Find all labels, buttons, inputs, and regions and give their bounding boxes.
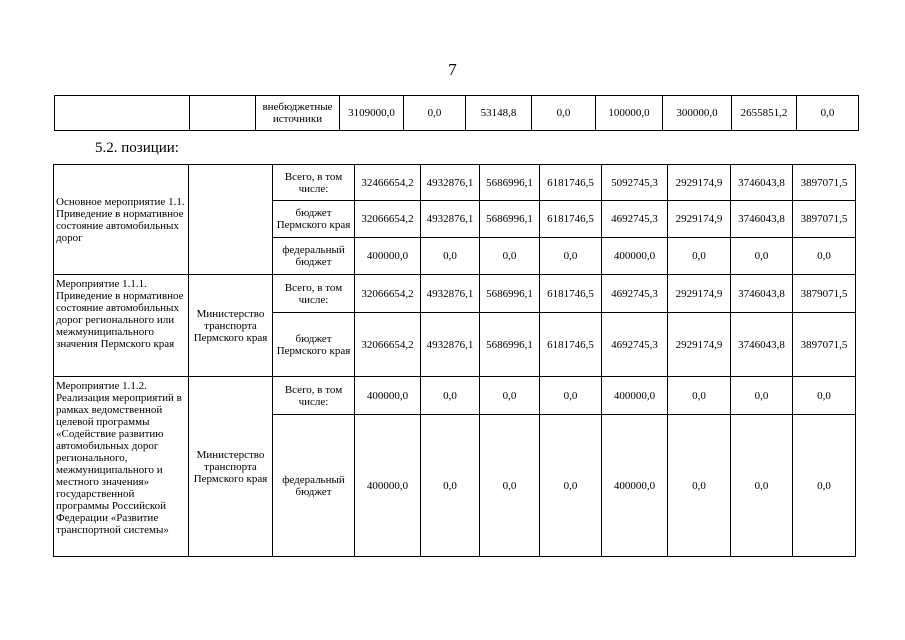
value-cell: 3897071,5 [793, 201, 856, 238]
value-cell: 5686996,1 [480, 165, 540, 201]
value-cell: 5686996,1 [480, 275, 540, 313]
value-cell: 6181746,5 [540, 201, 602, 238]
value-cell: 6181746,5 [540, 275, 602, 313]
value-cell: 0,0 [731, 377, 793, 415]
value-cell: 0,0 [731, 415, 793, 557]
value-cell: 4932876,1 [421, 201, 480, 238]
table-row [55, 96, 859, 131]
value-cell: 4932876,1 [421, 165, 480, 201]
value-cell: 3746043,8 [731, 313, 793, 377]
value-cell: 2929174,9 [668, 201, 731, 238]
value-cell: 3879071,5 [793, 275, 856, 313]
value-cell: 2929174,9 [668, 275, 731, 313]
value-cell: 53148,8 [466, 96, 532, 131]
table-row [54, 275, 856, 313]
funding-source: бюджет Пермского края [273, 313, 355, 377]
value-cell: 0,0 [421, 238, 480, 275]
table-cell [190, 96, 256, 131]
value-cell: 0,0 [668, 377, 731, 415]
funding-source: федеральный бюджет [273, 415, 355, 557]
value-cell: 400000,0 [355, 238, 421, 275]
value-cell: 0,0 [668, 415, 731, 557]
value-cell: 2655851,2 [732, 96, 797, 131]
value-cell: 5686996,1 [480, 201, 540, 238]
table-row [54, 165, 856, 201]
table-row [54, 377, 856, 415]
value-cell: 0,0 [797, 96, 859, 131]
value-cell: 400000,0 [602, 415, 668, 557]
value-cell: 6181746,5 [540, 313, 602, 377]
value-cell: 400000,0 [602, 238, 668, 275]
funding-source: бюджет Пермского края [273, 201, 355, 238]
value-cell: 5686996,1 [480, 313, 540, 377]
value-cell: 32466654,2 [355, 165, 421, 201]
value-cell: 5092745,3 [602, 165, 668, 201]
funding-source: Всего, в том числе: [273, 165, 355, 201]
value-cell: 3897071,5 [793, 313, 856, 377]
funding-source: федеральный бюджет [273, 238, 355, 275]
value-cell: 400000,0 [355, 377, 421, 415]
funding-source: внебюджетные источники [256, 96, 340, 131]
value-cell: 100000,0 [596, 96, 663, 131]
value-cell: 0,0 [793, 415, 856, 557]
executor: Министерство транспорта Пермского края [189, 275, 273, 377]
value-cell: 4932876,1 [421, 313, 480, 377]
top-table-fragment [54, 95, 859, 131]
value-cell: 0,0 [421, 377, 480, 415]
value-cell: 2929174,9 [668, 313, 731, 377]
table-cell [55, 96, 190, 131]
value-cell: 0,0 [421, 415, 480, 557]
value-cell: 3746043,8 [731, 275, 793, 313]
page-number: 7 [448, 60, 457, 79]
activity-name: Основное мероприятие 1.1. Приведение в нормативное состояние автомобильных дорог [54, 165, 189, 275]
activity-name: Мероприятие 1.1.1. Приведение в нормативное состояние автомобильных дорог регионального или межмуниципального значения Пермского края [54, 275, 189, 377]
value-cell: 3109000,0 [340, 96, 404, 131]
value-cell: 32066654,2 [355, 275, 421, 313]
value-cell: 3746043,8 [731, 201, 793, 238]
funding-source: Всего, в том числе: [273, 377, 355, 415]
value-cell: 0,0 [540, 238, 602, 275]
value-cell: 0,0 [532, 96, 596, 131]
value-cell: 0,0 [480, 415, 540, 557]
value-cell: 32066654,2 [355, 313, 421, 377]
activity-name: Мероприятие 1.1.2. Реализация мероприятий в рамках ведомственной целевой программы «Содействие развитию автомобильных дорог регионального, межмуниципального и местного значения» государственной программы Российской Федерации «Развитие транспортной системы» [54, 377, 189, 557]
value-cell: 4692745,3 [602, 201, 668, 238]
value-cell: 2929174,9 [668, 165, 731, 201]
value-cell: 300000,0 [663, 96, 732, 131]
value-cell: 0,0 [480, 238, 540, 275]
value-cell: 4692745,3 [602, 275, 668, 313]
value-cell: 400000,0 [602, 377, 668, 415]
value-cell: 0,0 [793, 238, 856, 275]
executor [189, 165, 273, 275]
value-cell: 3746043,8 [731, 165, 793, 201]
value-cell: 0,0 [540, 377, 602, 415]
value-cell: 0,0 [793, 377, 856, 415]
value-cell: 0,0 [540, 415, 602, 557]
value-cell: 6181746,5 [540, 165, 602, 201]
value-cell: 3897071,5 [793, 165, 856, 201]
funding-source: Всего, в том числе: [273, 275, 355, 313]
value-cell: 4692745,3 [602, 313, 668, 377]
positions-table [53, 164, 856, 557]
value-cell: 0,0 [404, 96, 466, 131]
value-cell: 0,0 [731, 238, 793, 275]
value-cell: 400000,0 [355, 415, 421, 557]
value-cell: 0,0 [480, 377, 540, 415]
executor: Министерство транспорта Пермского края [189, 377, 273, 557]
section-heading: 5.2. позиции: [95, 140, 179, 156]
value-cell: 4932876,1 [421, 275, 480, 313]
value-cell: 32066654,2 [355, 201, 421, 238]
value-cell: 0,0 [668, 238, 731, 275]
